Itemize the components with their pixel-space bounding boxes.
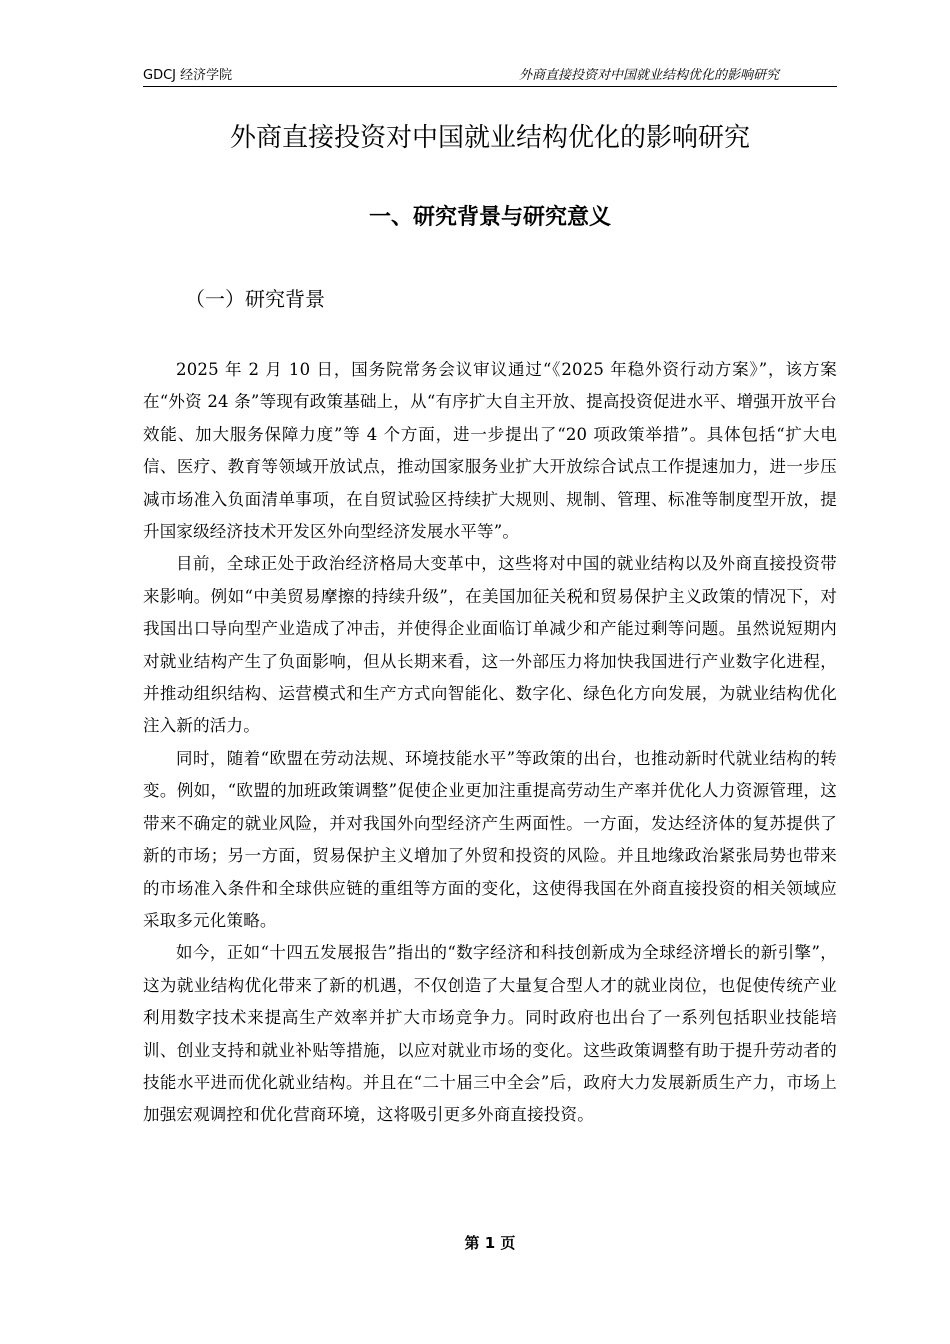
body-text [143, 354, 837, 1132]
header-institution: GDCJ 经济学院 [143, 68, 233, 83]
header-paper-title: 外商直接投资对中国就业结构优化的影响研究 [518, 68, 779, 83]
paragraph: 同时，随着“欧盟在劳动法规、环境技能水平”等政策的出台，也推动新时代就业结构的转变。例如，“欧盟的加班政策调整”促使企业更加注重提高劳动生产率并优化人力资源管理，这带来不确定的就业风险，并对我国外向型经济产生两面性。一方面，发达经济体的复苏提供了新的市场；另一方面，贸易保护主义增加了外贸和投资的风险。并且地缘政治紧张局势也带来的市场准入条件和全球供应链的重组等方面的变化，这使得我国在外商直接投资的相关领域应采取多元化策略。 [143, 748, 837, 930]
paragraph: 目前，全球正处于政治经济格局大变革中，这些将对中国的就业结构以及外商直接投资带来影响。例如“中美贸易摩擦的持续升级”，在美国加征关税和贸易保护主义政策的情况下，对我国出口导向型产业造成了冲击，并使得企业面临订单减少和产能过剩等问题。虽然说短期内对就业结构产生了负面影响，但从长期来看，这一外部压力将加快我国进行产业数字化进程，并推动组织结构、运营模式和生产方式向智能化、数字化、绿色化方向发展，为就业结构优化注入新的活力。 [143, 554, 837, 736]
paragraph: 2025 年 2 月 10 日，国务院常务会议审议通过“《2025 年稳外资行动方案》”，该方案在“外资 24 条”等现有政策基础上，从“有序扩大自主开放、提高投资促进水平、增强开放平台效能、加大服务保障力度”等 4 个方面，进一步提出了“20 项政策举措”。具体包括“扩大电信、医疗、教育等领域开放试点，推动国家服务业扩大开放综合试点工作提速加力，进一步压减市场准入负面清单事项，在自贸试验区持续扩大规则、规制、管理、标准等制度型开放，提升国家级经济技术开发区外向型经济发展水平等”。 [143, 360, 837, 542]
subsection-heading: （一）研究背景 [185, 287, 325, 311]
paragraph: 如今，正如“十四五发展报告”指出的“数字经济和科技创新成为全球经济增长的新引擎”，这为就业结构优化带来了新的机遇，不仅创造了大量复合型人才的就业岗位，也促使传统产业利用数字技术来提高生产效率并扩大市场竞争力。同时政府也出台了一系列包括职业技能培训、创业支持和就业补贴等措施，以应对就业市场的变化。这些政策调整有助于提升劳动者的技能水平进而优化就业结构。并且在“二十届三中全会”后，政府大力发展新质生产力，市场上加强宏观调控和优化营商环境，这将吸引更多外商直接投资。 [143, 943, 837, 1125]
section-heading: 一、研究背景与研究意义 [368, 205, 611, 230]
paper-title: 外商直接投资对中国就业结构优化的影响研究 [229, 123, 750, 153]
running-header [143, 66, 837, 87]
page-number: 第 1 页 [464, 1234, 516, 1252]
